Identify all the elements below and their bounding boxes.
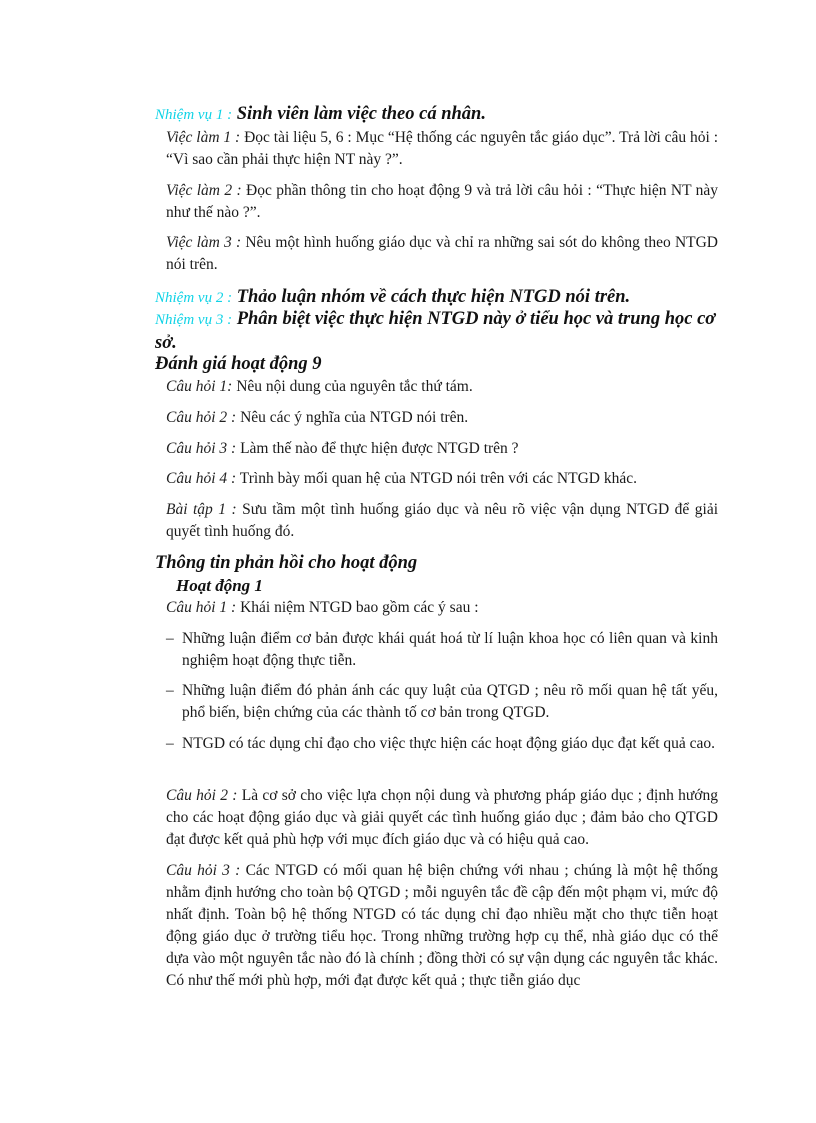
eval-question-4-text: Trình bày mối quan hệ của NTGD nói trên với các NTGD khác.: [239, 470, 637, 487]
feedback-bullet-3: [166, 733, 718, 755]
eval-question-1-label: Câu hỏi 1:: [166, 378, 233, 395]
eval-question-4: [166, 468, 718, 490]
work-2-text: Đọc phần thông tin cho hoạt động 9 và trả lời câu hỏi : “Thực hiện NT này như thế nào ?”.: [166, 182, 719, 221]
task-1: [155, 103, 715, 127]
work-3: [166, 232, 718, 276]
work-1: [166, 127, 718, 171]
feedback-question-3: [166, 860, 718, 992]
work-2: [166, 180, 718, 224]
work-1-text: Đọc tài liệu 5, 6 : Mục “Hệ thống các nguyên tắc giáo dục”. Trả lời câu hỏi : “Vì sao cần phải thực hiện NT này ?”.: [166, 129, 719, 168]
feedback-question-1-text: Khái niệm NTGD bao gồm các ý sau :: [240, 599, 479, 616]
task-2-text: Thảo luận nhóm về cách thực hiện NTGD nói trên.: [236, 287, 631, 307]
bullet-dash: –: [166, 682, 174, 699]
eval-question-3: [166, 438, 718, 460]
feedback-bullet-2: [166, 680, 718, 724]
eval-question-4-label: Câu hỏi 4 :: [166, 470, 237, 487]
feedback-question-2-label: Câu hỏi 2 :: [166, 787, 238, 804]
task-3: [155, 308, 730, 355]
task-3-label: Nhiệm vụ 3 :: [155, 312, 233, 328]
work-2-label: Việc làm 2 :: [166, 182, 242, 199]
task-3-text: Phân biệt việc thực hiện NTGD này ở tiểu học và trung học cơ sở.: [155, 309, 716, 353]
bullet-dash: –: [166, 735, 174, 752]
feedback-bullet-1: [166, 628, 718, 672]
eval-question-2-text: Nêu các ý nghĩa của NTGD nói trên.: [240, 409, 469, 426]
task-2-label: Nhiệm vụ 2 :: [155, 290, 233, 306]
feedback-question-2: [166, 785, 718, 851]
feedback-subheading: Hoạt động 1: [176, 576, 263, 595]
eval-question-1-text: Nêu nội dung của nguyên tắc thứ tám.: [236, 378, 473, 395]
eval-question-1: [166, 376, 718, 398]
work-3-label: Việc làm 3 :: [166, 234, 242, 251]
eval-exercise-1-text: Sưu tầm một tình huống giáo dục và nêu rõ việc vận dụng NTGD để giải quyết tình huống đó.: [166, 501, 719, 540]
task-1-label: Nhiệm vụ 1 :: [155, 107, 233, 123]
feedback-question-3-label: Câu hỏi 3 :: [166, 862, 241, 879]
feedback-bullet-3-text: NTGD có tác dụng chỉ đạo cho việc thực hiện các hoạt động giáo dục đạt kết quả cao.: [182, 735, 716, 752]
feedback-bullet-1-text: Những luận điểm cơ bản được khái quát hoá từ lí luận khoa học có liên quan và kinh nghiệm hoạt động thực tiễn.: [182, 630, 718, 669]
eval-exercise-1-label: Bài tập 1 :: [166, 501, 237, 518]
feedback-bullet-2-text: Những luận điểm đó phản ánh các quy luật của QTGD ; nêu rõ mối quan hệ tất yếu, phổ biến, biện chứng của các thành tố cơ bản trong QTGD.: [182, 682, 718, 721]
eval-question-2-label: Câu hỏi 2 :: [166, 409, 237, 426]
bullet-dash: –: [166, 630, 174, 647]
feedback-heading: Thông tin phản hồi cho hoạt động: [155, 553, 418, 573]
task-2: [155, 286, 715, 310]
feedback-question-1-label: Câu hỏi 1 :: [166, 599, 237, 616]
eval-question-2: [166, 407, 718, 429]
eval-exercise-1: [166, 499, 718, 543]
feedback-question-2-text: Là cơ sở cho việc lựa chọn nội dung và phương pháp giáo dục ; định hướng cho các hoạt động giáo dục và giải quyết các tình huống giáo dục ; đảm bảo cho QTGD đạt được kết quả phù hợp với mục đích giáo dục và có hiệu quả cao.: [166, 787, 718, 848]
feedback-question-1: [166, 597, 718, 619]
eval-question-3-label: Câu hỏi 3 :: [166, 440, 237, 457]
task-1-text: Sinh viên làm việc theo cá nhân.: [236, 104, 486, 124]
work-3-text: Nêu một hình huống giáo dục và chỉ ra những sai sót do không theo NTGD nói trên.: [166, 234, 719, 273]
eval-question-3-text: Làm thế nào để thực hiện được NTGD trên ?: [240, 440, 519, 457]
feedback-question-3-text: Các NTGD có mối quan hệ biện chứng với nhau ; chúng là một hệ thống nhằm định hướng cho toàn bộ QTGD ; mỗi nguyên tắc đề cập đến một phạm vi, mức độ nhất định. Toàn bộ hệ thống NTGD có tác dụng chỉ đạo nhiều mặt cho thực tiễn hoạt động giáo dục ở trường tiểu học. Trong những trường hợp cụ thể, nhà giáo dục có thể dựa vào một nguyên tắc nào đó là chính ; đồng thời có sự vận dụng các nguyên tắc khác. Có như thế mới phù hợp, mới đạt được kết quả ; thực tiễn giáo dục: [166, 862, 719, 989]
evaluation-heading: Đánh giá hoạt động 9: [155, 354, 322, 374]
work-1-label: Việc làm 1 :: [166, 129, 241, 146]
